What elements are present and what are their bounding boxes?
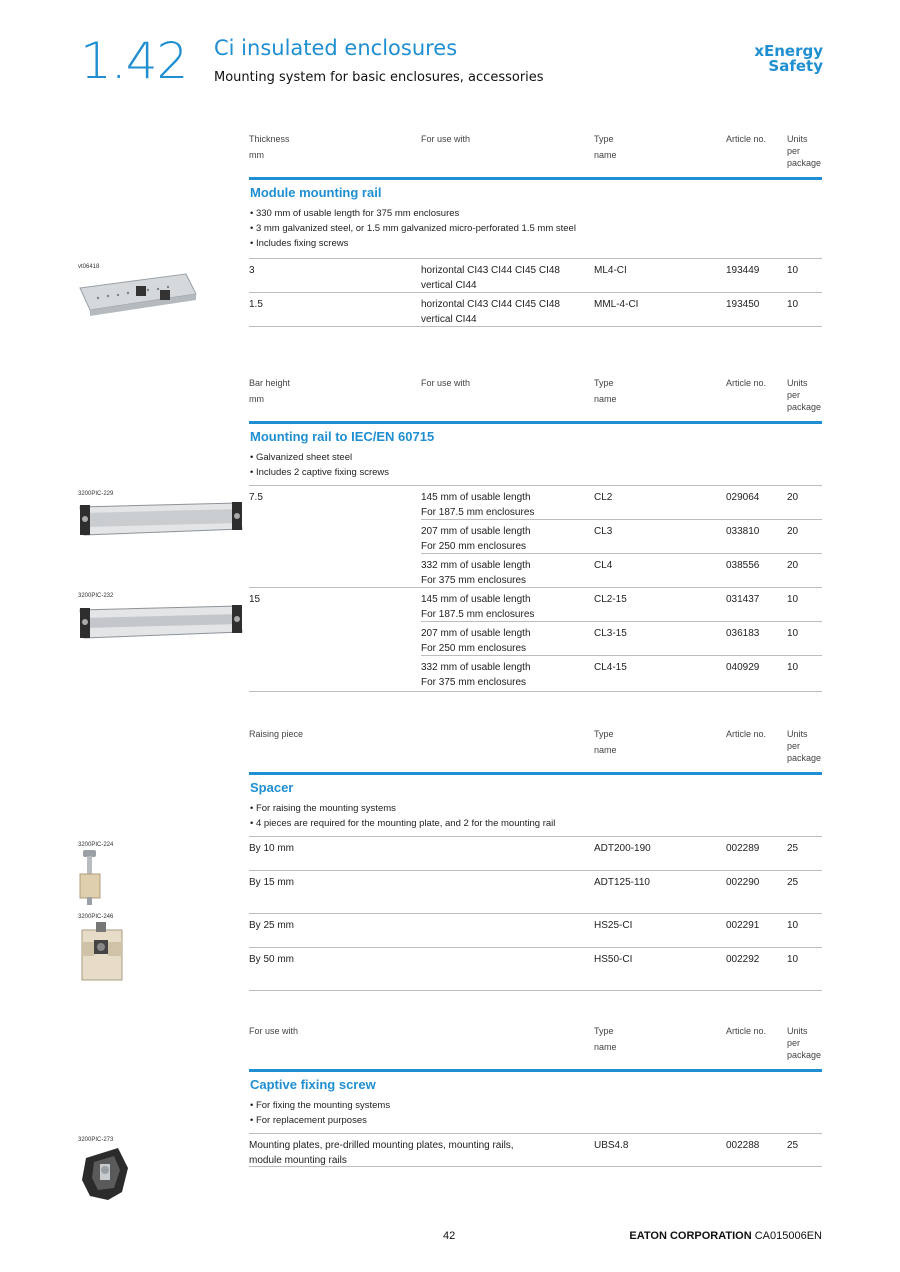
- page-title: Ci insulated enclosures: [214, 36, 458, 60]
- col-header-package: package: [787, 1050, 822, 1060]
- col-header-type-name: name: [594, 394, 617, 404]
- cell-use-line: 207 mm of usable length: [421, 526, 531, 537]
- cell-article: 040929: [726, 662, 760, 673]
- col-header-bar-height: Bar height: [249, 378, 291, 388]
- column-headers: [249, 133, 822, 183]
- table-row: [249, 913, 822, 947]
- spacer-bolt-image: [78, 850, 118, 910]
- col-header-type-name: name: [594, 745, 617, 755]
- cell-use: [421, 524, 531, 554]
- col-header-type: Type: [594, 134, 614, 144]
- cell-units: 10: [787, 954, 799, 965]
- col-header-per: per: [787, 1038, 801, 1048]
- list-item: • Galvanized sheet steel: [250, 450, 389, 465]
- cell-type: UBS4.8: [594, 1140, 629, 1151]
- table-row: [249, 870, 822, 913]
- col-header-article: Article no.: [726, 1026, 767, 1036]
- cell-units: 25: [787, 877, 799, 888]
- cell-type: ADT200-190: [594, 843, 651, 854]
- cell-raising-piece: By 10 mm: [249, 843, 295, 854]
- col-header-article: Article no.: [726, 134, 767, 144]
- col-header-package: package: [787, 753, 822, 763]
- col-header-article: Article no.: [726, 729, 767, 739]
- cell-use-line: 207 mm of usable length: [421, 628, 531, 639]
- table-row: [249, 587, 822, 621]
- col-header-units: Units: [787, 378, 808, 388]
- cell-use-line: horizontal CI43 CI44 CI45 CI48: [421, 299, 560, 310]
- section-divider: [249, 421, 822, 424]
- cell-type: MML-4-CI: [594, 299, 639, 310]
- col-header-units: Units: [787, 134, 808, 144]
- col-header-package: package: [787, 158, 822, 168]
- table-row: [421, 519, 822, 553]
- din-rail-image: [78, 499, 244, 541]
- feature-list: [250, 1098, 390, 1128]
- col-header-use: For use with: [249, 1026, 299, 1036]
- section-title: Module mounting rail: [250, 185, 382, 200]
- column-headers: [249, 728, 822, 778]
- cell-use-line: vertical CI44: [421, 314, 477, 325]
- col-header-type-name: name: [594, 1042, 617, 1052]
- list-item: • 4 pieces are required for the mounting plate, and 2 for the mounting rail: [250, 816, 555, 831]
- cell-units: 10: [787, 628, 799, 639]
- cell-bar-height: 7.5: [249, 492, 263, 503]
- list-item: • For fixing the mounting systems: [250, 1098, 390, 1113]
- table-row: [249, 1133, 822, 1167]
- cell-article: 002292: [726, 954, 760, 965]
- list-item: • 3 mm galvanized steel, or 1.5 mm galvanized micro-perforated 1.5 mm steel: [250, 221, 576, 236]
- image-label: 3200PIC-229: [78, 491, 114, 497]
- cell-use-line: Mounting plates, pre-drilled mounting plates, mounting rails,: [249, 1140, 514, 1151]
- col-header-unit: mm: [249, 394, 264, 404]
- table-row: [421, 553, 822, 587]
- cell-article: 193449: [726, 265, 760, 276]
- image-label: vt06418: [78, 264, 100, 270]
- cell-use-line: vertical CI44: [421, 280, 477, 291]
- cell-units: 10: [787, 594, 799, 605]
- cell-type: CL2: [594, 492, 613, 503]
- cell-type: HS50-CI: [594, 954, 633, 965]
- table-row: [249, 836, 822, 870]
- cell-use-line: For 375 mm enclosures: [421, 575, 527, 586]
- cell-use-line: horizontal CI43 CI44 CI45 CI48: [421, 265, 560, 276]
- cell-article: 029064: [726, 492, 760, 503]
- col-header-use: For use with: [421, 378, 471, 388]
- brand-logo: [754, 44, 823, 74]
- cell-type: CL3-15: [594, 628, 627, 639]
- module-rail-image: [78, 272, 198, 318]
- cell-raising-piece: By 50 mm: [249, 954, 295, 965]
- footer-company: [629, 1230, 822, 1242]
- section-divider: [249, 772, 822, 775]
- cell-article: 036183: [726, 628, 760, 639]
- section-title: Captive fixing screw: [250, 1077, 376, 1092]
- col-header-type-name: name: [594, 150, 617, 160]
- cell-use-line: 332 mm of usable length: [421, 560, 531, 571]
- section-title: Mounting rail to IEC/EN 60715: [250, 429, 435, 444]
- feature-list: [250, 450, 389, 480]
- cell-article: 038556: [726, 560, 760, 571]
- table-row: [249, 258, 822, 292]
- cell-use: [421, 263, 560, 293]
- table-row: [249, 292, 822, 327]
- list-item: • 330 mm of usable length for 375 mm enclosures: [250, 206, 576, 221]
- table-row: [249, 947, 822, 991]
- cell-units: 25: [787, 1140, 799, 1151]
- cell-article: 002289: [726, 843, 760, 854]
- cell-use: [249, 1138, 514, 1168]
- cell-use-line: For 375 mm enclosures: [421, 677, 527, 688]
- table-row: [421, 621, 822, 655]
- list-item: • For raising the mounting systems: [250, 801, 555, 816]
- cell-type: HS25-CI: [594, 920, 633, 931]
- spacer-block-image: [78, 922, 128, 986]
- cell-use: [421, 558, 531, 588]
- cell-use: [421, 660, 531, 690]
- cell-use-line: For 187.5 mm enclosures: [421, 507, 535, 518]
- cell-use-line: module mounting rails: [249, 1155, 347, 1166]
- din-rail-image: [78, 602, 244, 642]
- section-divider: [249, 177, 822, 180]
- table-row: [421, 655, 822, 691]
- feature-list: [250, 206, 576, 251]
- col-header-type: Type: [594, 378, 614, 388]
- list-item: • Includes 2 captive fixing screws: [250, 465, 389, 480]
- cell-units: 20: [787, 560, 799, 571]
- cell-use-line: For 187.5 mm enclosures: [421, 609, 535, 620]
- cell-use: [421, 490, 534, 520]
- col-header-raising-piece: Raising piece: [249, 729, 304, 739]
- cell-article: 033810: [726, 526, 760, 537]
- section-divider: [249, 1069, 822, 1072]
- cell-units: 20: [787, 492, 799, 503]
- image-label: 3200PIC-246: [78, 914, 114, 920]
- col-header-type: Type: [594, 1026, 614, 1036]
- cell-units: 10: [787, 662, 799, 673]
- page-number: 42: [443, 1230, 456, 1242]
- cell-thickness: 3: [249, 265, 255, 276]
- image-label: 3200PIC-224: [78, 842, 114, 848]
- list-item: • Includes fixing screws: [250, 236, 576, 251]
- cell-bar-height: 15: [249, 594, 261, 605]
- cell-thickness: 1.5: [249, 299, 263, 310]
- brand-line-1: xEnergy: [754, 42, 823, 60]
- cell-use: [421, 592, 534, 622]
- cell-units: 20: [787, 526, 799, 537]
- cell-type: ADT125-110: [594, 877, 650, 888]
- cell-raising-piece: By 25 mm: [249, 920, 295, 931]
- col-header-units: Units: [787, 1026, 808, 1036]
- column-headers: [249, 377, 822, 427]
- col-header-unit: mm: [249, 150, 264, 160]
- col-header-package: package: [787, 402, 822, 412]
- col-header-units: Units: [787, 729, 808, 739]
- col-header-use: For use with: [421, 134, 471, 144]
- page-subtitle: Mounting system for basic enclosures, accessories: [214, 70, 544, 85]
- cell-units: 10: [787, 299, 799, 310]
- cell-use-line: 145 mm of usable length: [421, 594, 531, 605]
- col-header-per: per: [787, 741, 801, 751]
- cell-article: 031437: [726, 594, 760, 605]
- cell-units: 25: [787, 843, 799, 854]
- cell-raising-piece: By 15 mm: [249, 877, 295, 888]
- cell-article: 193450: [726, 299, 760, 310]
- cell-article: 002288: [726, 1140, 760, 1151]
- cell-units: 10: [787, 265, 799, 276]
- cell-use-line: For 250 mm enclosures: [421, 643, 527, 654]
- cell-type: CL4-15: [594, 662, 627, 673]
- section-title: Spacer: [250, 780, 294, 795]
- doc-code: CA015006EN: [754, 1230, 822, 1242]
- cell-article: 002291: [726, 920, 760, 931]
- column-headers: [249, 1025, 822, 1075]
- cell-use-line: For 250 mm enclosures: [421, 541, 527, 552]
- table-row: [249, 485, 822, 519]
- cell-use-line: 145 mm of usable length: [421, 492, 531, 503]
- cell-use: [421, 626, 531, 656]
- cell-use-line: 332 mm of usable length: [421, 662, 531, 673]
- col-header-type: Type: [594, 729, 614, 739]
- feature-list: [250, 801, 555, 831]
- cell-type: CL3: [594, 526, 613, 537]
- captive-screw-image: [78, 1144, 138, 1204]
- cell-units: 10: [787, 920, 799, 931]
- cell-type: CL2-15: [594, 594, 627, 605]
- list-item: • For replacement purposes: [250, 1113, 390, 1128]
- col-header-per: per: [787, 390, 801, 400]
- cell-use: [421, 297, 560, 327]
- table-bottom-rule: [249, 691, 822, 692]
- section-number: 1.42: [80, 32, 188, 90]
- image-label: 3200PIC-273: [78, 1137, 114, 1143]
- company-name: EATON CORPORATION: [629, 1230, 752, 1242]
- cell-type: ML4-CI: [594, 265, 627, 276]
- image-label: 3200PIC-232: [78, 593, 114, 599]
- brand-line-2: Safety: [768, 57, 823, 75]
- col-header-per: per: [787, 146, 801, 156]
- cell-type: CL4: [594, 560, 613, 571]
- col-header-thickness: Thickness: [249, 134, 290, 144]
- cell-article: 002290: [726, 877, 760, 888]
- col-header-article: Article no.: [726, 378, 767, 388]
